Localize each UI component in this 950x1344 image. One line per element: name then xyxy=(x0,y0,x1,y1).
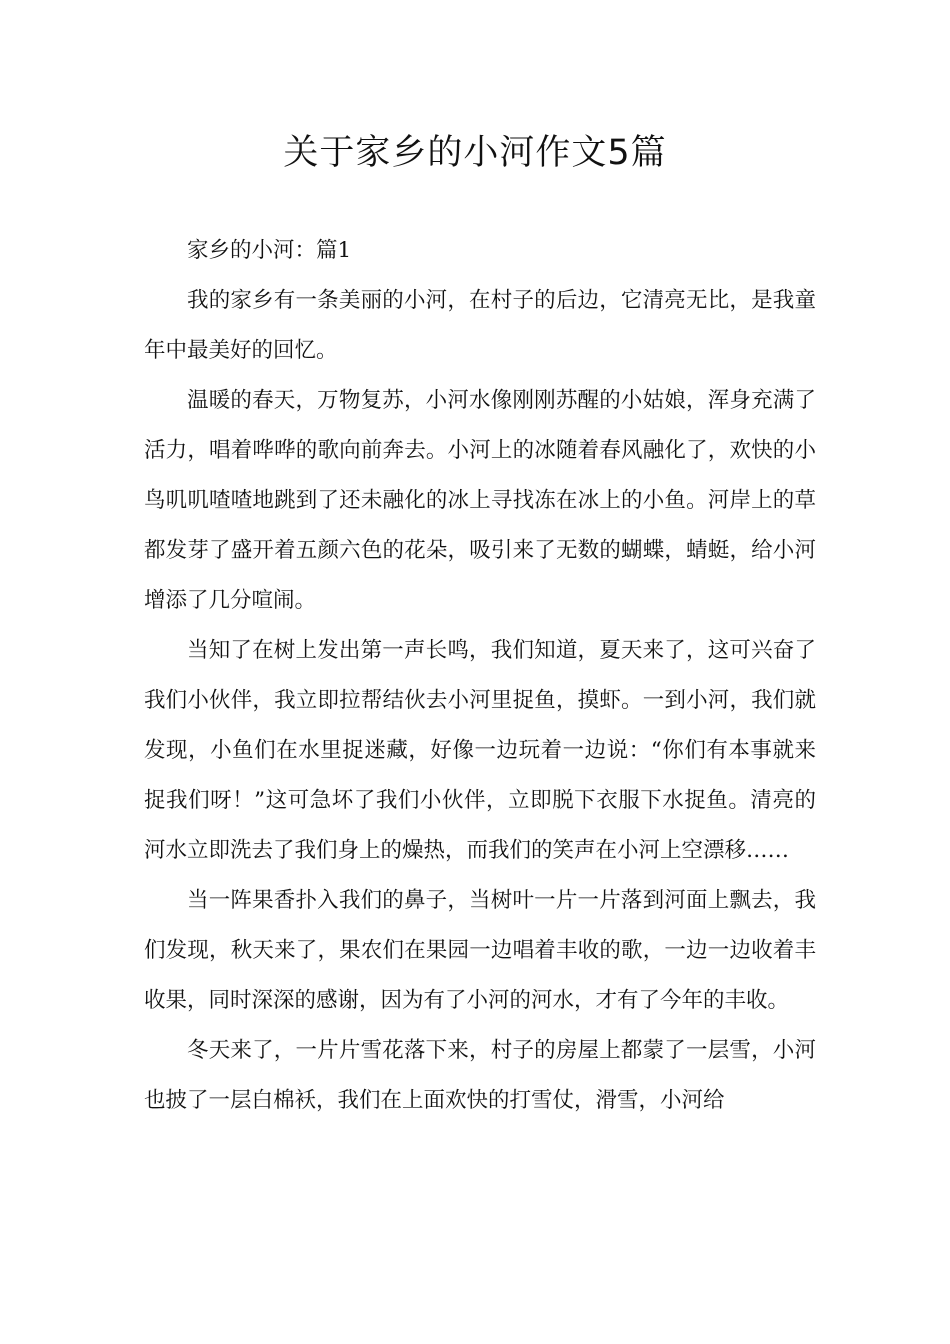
document-body xyxy=(144,226,816,1126)
section-heading: 家乡的小河：篇1 xyxy=(187,238,352,263)
paragraph-autumn: 当一阵果香扑入我们的鼻子，当树叶一片一片落到河面上飘去，我们发现，秋天来了，果农们在果园一边唱着丰收的歌，一边一边收着丰收果，同时深深的感谢，因为有了小河的河水，才有了今年的丰收。 xyxy=(144,888,816,1013)
paragraph-spring: 温暖的春天，万物复苏，小河水像刚刚苏醒的小姑娘，浑身充满了活力，唱着哗哗的歌向前奔去。小河上的冰随着春风融化了，欢快的小鸟叽叽喳喳地跳到了还未融化的冰上寻找冻在冰上的小鱼。河岸上的草都发芽了盛开着五颜六色的花朵，吸引来了无数的蝴蝶，蜻蜓，给小河增添了几分喧闹。 xyxy=(144,388,816,613)
paragraph-summer: 当知了在树上发出第一声长鸣，我们知道，夏天来了，这可兴奋了我们小伙伴，我立即拉帮结伙去小河里捉鱼，摸虾。一到小河，我们就发现，小鱼们在水里捉迷藏，好像一边玩着一边说：“你们有本事就来捉我们呀！”这可急坏了我们小伙伴，立即脱下衣服下水捉鱼。清亮的河水立即洗去了我们身上的燥热，而我们的笑声在小河上空漂移…… xyxy=(144,638,816,863)
document-title: 关于家乡的小河作文5篇 xyxy=(283,133,667,173)
paragraph-intro: 我的家乡有一条美丽的小河，在村子的后边，它清亮无比，是我童年中最美好的回忆。 xyxy=(144,288,816,363)
paragraph-winter: 冬天来了，一片片雪花落下来，村子的房屋上都蒙了一层雪，小河也披了一层白棉袄，我们在上面欢快的打雪仗，滑雪，小河给 xyxy=(144,1038,816,1113)
